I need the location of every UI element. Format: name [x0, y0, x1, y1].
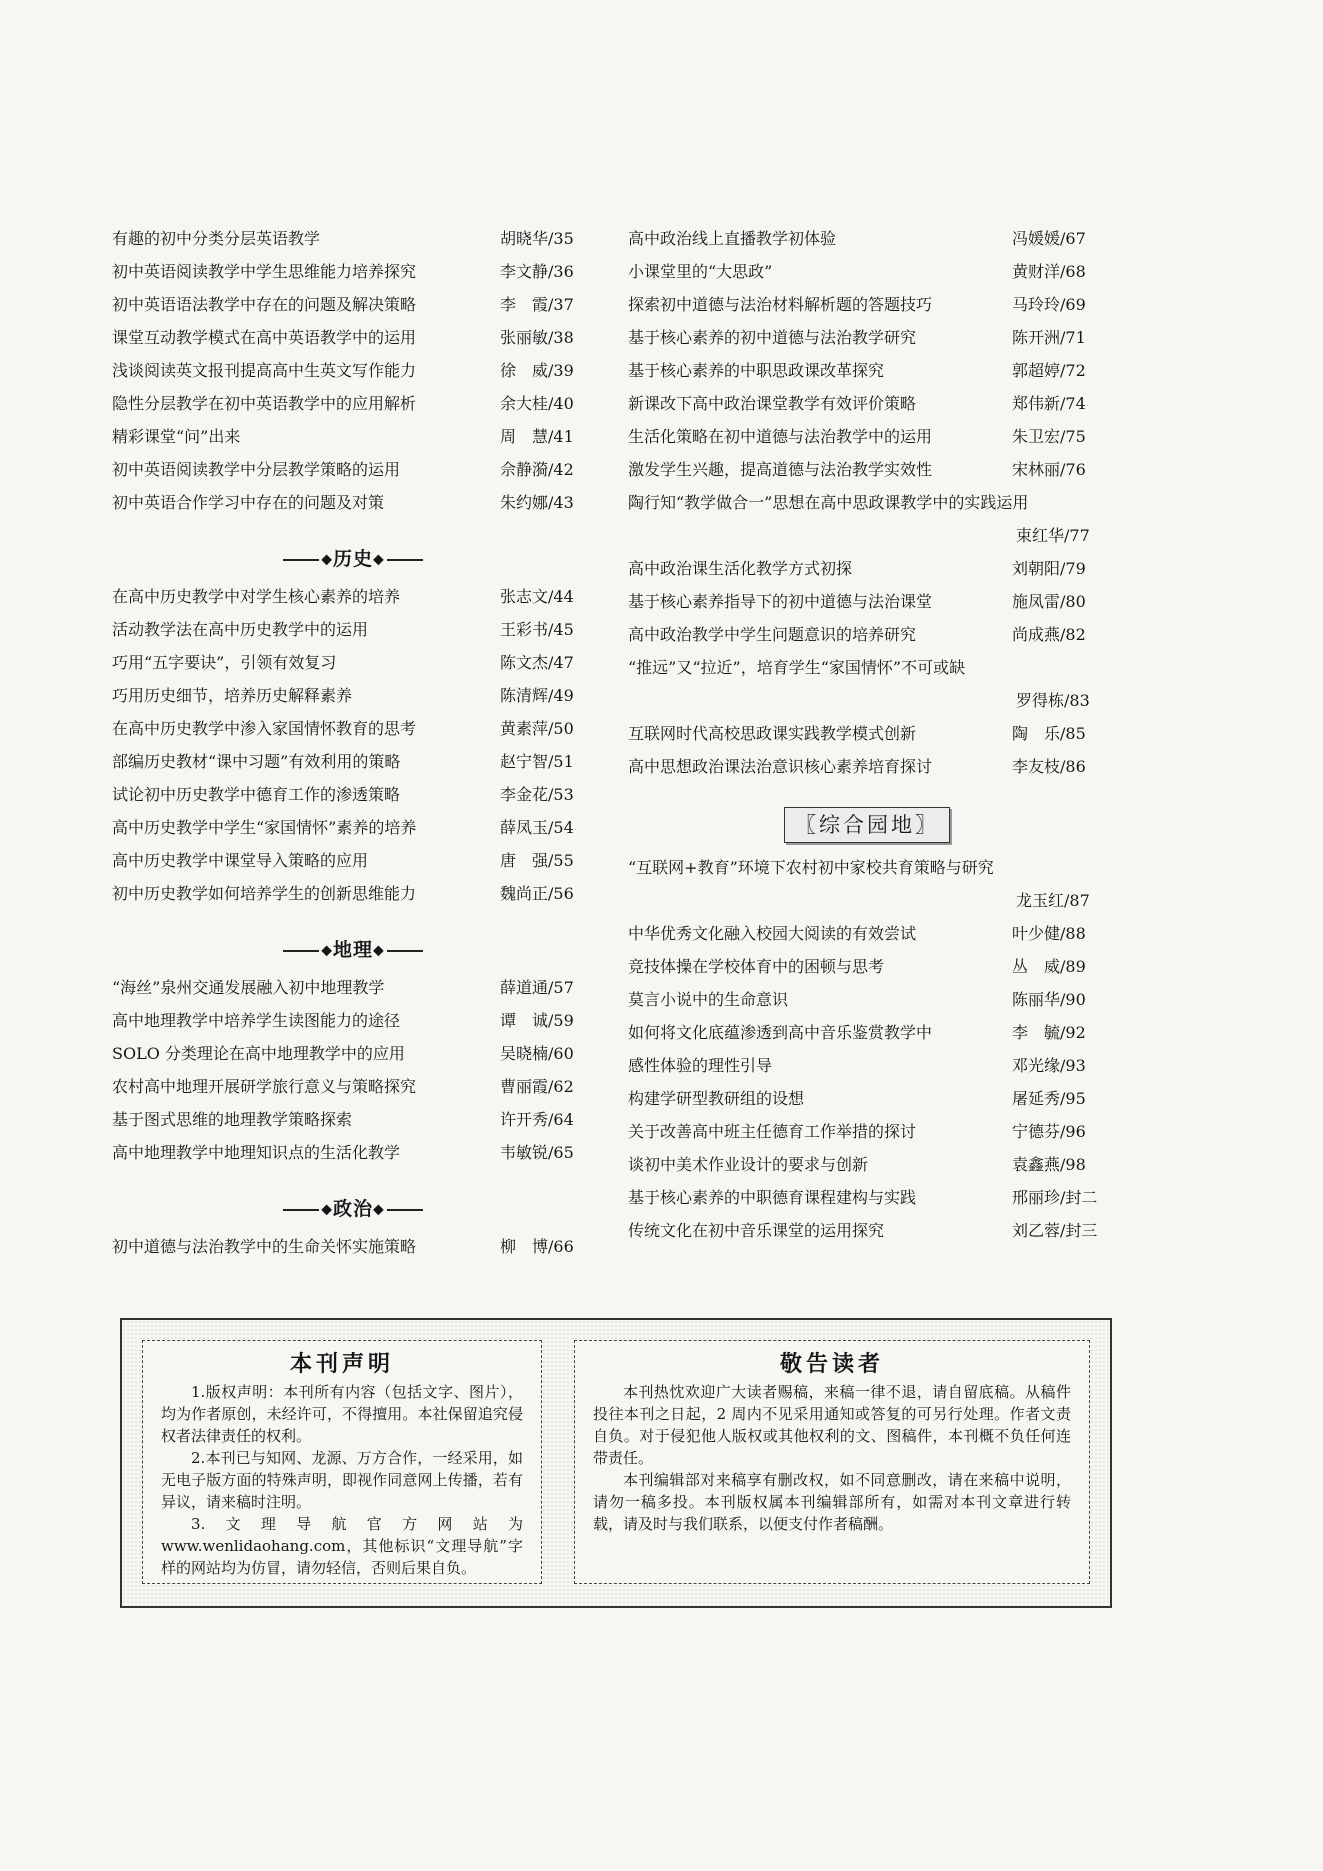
entry-title: 高中政治教学中学生问题意识的培养研究	[628, 625, 917, 644]
toc-entry	[628, 1016, 1106, 1049]
diamond-icon: ◆	[321, 942, 333, 959]
entry-author-page: 朱约娜/43	[500, 493, 574, 512]
toc-entry	[628, 453, 1106, 486]
entry-title: 初中道德与法治教学中的生命关怀实施策略	[112, 1237, 417, 1256]
toc-entry	[628, 1082, 1106, 1115]
statement-paragraph: 3.文理导航官方网站为 www.wenlidaohang.com，其他标识“文理导航”字样的网站均为仿冒，请勿轻信，否则后果自负。	[161, 1515, 523, 1577]
entry-title: 高中政治课生活化教学方式初探	[628, 559, 853, 578]
entry-title: 互联网时代高校思政课实践教学模式创新	[628, 724, 917, 743]
toc-entry	[628, 717, 1106, 750]
journal-statement-title: 本刊声明	[289, 1351, 394, 1377]
entry-author-page: 张丽敏/38	[500, 328, 574, 347]
entry-author-page: 陈开洲/71	[1012, 328, 1086, 347]
entry-title: 感性体验的理性引导	[628, 1056, 773, 1075]
entry-title: 构建学研型教研组的设想	[628, 1089, 805, 1108]
statement-paragraph: 2.本刊已与知网、龙源、万方合作，一经采用，如无电子版方面的特殊声明，即视作同意网上传播，若有异议，请来稿时注明。	[161, 1449, 523, 1511]
toc-entry	[628, 222, 1106, 255]
toc-entry	[112, 613, 594, 646]
toc-entry	[628, 354, 1106, 387]
toc-entry	[112, 646, 594, 679]
entry-author-page: 李 霞/37	[500, 295, 574, 314]
entry-author-page: 李金花/53	[500, 785, 574, 804]
toc-entry	[628, 1181, 1106, 1214]
entry-author-page: 屠延秀/95	[1012, 1089, 1086, 1108]
toc-entry	[112, 778, 594, 811]
toc-entry	[112, 387, 594, 420]
toc-entry	[112, 877, 594, 910]
entry-title: 初中英语阅读教学中学生思维能力培养探究	[112, 262, 417, 281]
toc-entry	[112, 679, 594, 712]
entry-author-page: 魏尚正/56	[500, 884, 574, 903]
journal-statement-box	[142, 1340, 542, 1584]
entry-title: 浅谈阅读英文报刊提高高中生英文写作能力	[112, 361, 417, 380]
entry-author-page: 柳 博/66	[500, 1237, 574, 1256]
entry-author-page: 束红华/77	[1016, 526, 1090, 545]
entry-author-page: 李文静/36	[500, 262, 574, 281]
notice-frame	[120, 1318, 1112, 1608]
entry-author-page: 刘乙蓉/封三	[1012, 1221, 1098, 1240]
entry-title: 竞技体操在学校体育中的困顿与思考	[628, 957, 885, 976]
toc-left-column	[112, 222, 594, 1263]
politics-continued-list	[628, 222, 1106, 486]
entry-author-page: 李友枝/86	[1012, 757, 1086, 776]
entry-title: 高中历史教学中学生“家国情怀”素养的培养	[112, 818, 417, 837]
diamond-icon: ◆	[373, 1201, 385, 1218]
entry-title: 精彩课堂“问”出来	[112, 427, 241, 446]
entry-title: 莫言小说中的生命意识	[628, 990, 789, 1009]
toc-entry	[628, 387, 1106, 420]
toc-entry	[112, 580, 594, 613]
entry-author-page: 施凤雷/80	[1012, 592, 1086, 611]
politics-continued-list-2	[628, 552, 1106, 651]
entry-title: 巧用“五字要诀”，引领有效复习	[112, 653, 337, 672]
entry-title: 初中历史教学如何培养学生的创新思维能力	[112, 884, 417, 903]
entry-title: 生活化策略在初中道德与法治教学中的运用	[628, 427, 933, 446]
entry-author-page: 邢丽珍/封二	[1012, 1188, 1098, 1207]
toc-entry	[112, 1037, 594, 1070]
toc-entry	[112, 712, 594, 745]
entry-title: 隐性分层教学在初中英语教学中的应用解析	[112, 394, 417, 413]
toc-entry	[112, 1004, 594, 1037]
entry-title: 在高中历史教学中对学生核心素养的培养	[112, 587, 401, 606]
entry-author-page: 刘朝阳/79	[1012, 559, 1086, 578]
toc-entry	[112, 255, 594, 288]
entry-title: 初中英语合作学习中存在的问题及对策	[112, 493, 385, 512]
toc-entry	[112, 486, 594, 519]
entry-author-page: 王彩书/45	[500, 620, 574, 639]
toc-entry	[628, 1214, 1106, 1247]
entry-author-page: 龙玉红/87	[1016, 891, 1090, 910]
entry-author-page: 薛道通/57	[500, 978, 574, 997]
toc-entry	[628, 917, 1106, 950]
entry-title: 高中历史教学中课堂导入策略的应用	[112, 851, 369, 870]
geography-section-list	[112, 971, 594, 1169]
toc-entry	[112, 1230, 594, 1263]
toc-right-column	[628, 222, 1106, 1247]
entry-title: 陶行知“教学做合一”思想在高中思政课教学中的实践运用	[628, 493, 1029, 512]
entry-author-page: 叶少健/88	[1012, 924, 1086, 943]
toc-entry	[112, 844, 594, 877]
entry-author-page: 黄财洋/68	[1012, 262, 1086, 281]
notice-paragraph: 本刊热忱欢迎广大读者赐稿，来稿一律不退，请自留底稿。从稿件投往本刊之日起，2 周内不见采用通知或答复的可另行处理。作者文责自负。对于侵犯他人版权或其他权利的文、图稿件，本刊概不负任何连带责任。	[593, 1383, 1071, 1467]
entry-author-page: 李 毓/92	[1012, 1023, 1086, 1042]
entry-title: 传统文化在初中音乐课堂的运用探究	[628, 1221, 885, 1240]
entry-title: 课堂互动教学模式在高中英语教学中的运用	[112, 328, 417, 347]
entry-title: 在高中历史教学中渗入家国情怀教育的思考	[112, 719, 417, 738]
entry-title: 高中思想政治课法治意识核心素养培育探讨	[628, 757, 933, 776]
toc-entry	[112, 354, 594, 387]
toc-entry	[628, 1049, 1106, 1082]
entry-title: “推远”又“拉近”，培育学生“家国情怀”不可或缺	[628, 658, 966, 677]
entry-author-page: 陈清辉/49	[500, 686, 574, 705]
entry-author-page: 唐 强/55	[500, 851, 574, 870]
entry-author-page: 尚成燕/82	[1012, 625, 1086, 644]
reader-notice-title: 敬告读者	[779, 1351, 884, 1377]
entry-author-page: 朱卫宏/75	[1012, 427, 1086, 446]
toc-entry	[628, 1115, 1106, 1148]
entry-author-page: 陶 乐/85	[1012, 724, 1086, 743]
entry-title: “海丝”泉州交通发展融入初中地理教学	[112, 978, 385, 997]
politics-continued-list-3	[628, 717, 1106, 783]
entry-author-page: 马玲玲/69	[1012, 295, 1086, 314]
toc-entry	[628, 288, 1106, 321]
entry-author-page: 郭超婷/72	[1012, 361, 1086, 380]
diamond-icon: ◆	[321, 1201, 333, 1218]
entry-title: 基于核心素养的中职思政课改革探究	[628, 361, 885, 380]
toc-entry	[112, 1136, 594, 1169]
entry-author-page: 宁德芬/96	[1012, 1122, 1086, 1141]
entry-title: 巧用历史细节，培养历史解释素养	[112, 686, 353, 705]
entry-title: 有趣的初中分类分层英语教学	[112, 229, 321, 248]
entry-author-page: 冯媛媛/67	[1012, 229, 1086, 248]
entry-title: 基于核心素养指导下的初中道德与法治课堂	[628, 592, 933, 611]
entry-title: 试论初中历史教学中德育工作的渗透策略	[112, 785, 401, 804]
entry-title: 农村高中地理开展研学旅行意义与策略探究	[112, 1077, 417, 1096]
reader-notice-box	[574, 1340, 1090, 1584]
toc-entry	[112, 321, 594, 354]
toc-entry	[628, 851, 1106, 917]
section-heading-comprehensive: 〖综合园地〗	[628, 807, 1106, 845]
entry-title: 活动教学法在高中历史教学中的运用	[112, 620, 369, 639]
toc-entry	[112, 288, 594, 321]
section-heading-history: ◆历史◆	[112, 543, 594, 576]
section-heading-geography: ◆地理◆	[112, 934, 594, 967]
entry-author-page: 周 慧/41	[500, 427, 574, 446]
toc-entry	[628, 618, 1106, 651]
toc-entry	[112, 745, 594, 778]
diamond-icon: ◆	[373, 551, 385, 568]
notice-paragraph: 本刊编辑部对来稿享有删改权，如不同意删改，请在来稿中说明，请勿一稿多投。本刊版权属本刊编辑部所有，如需对本刊文章进行转载，请及时与我们联系，以便支付作者稿酬。	[593, 1471, 1071, 1533]
politics-section-list	[112, 1230, 594, 1263]
history-section-list	[112, 580, 594, 910]
toc-entry	[628, 750, 1106, 783]
section-heading-politics: ◆政治◆	[112, 1193, 594, 1226]
entry-author-page: 吴晓楠/60	[500, 1044, 574, 1063]
toc-entry	[112, 1103, 594, 1136]
entry-author-page: 邓光缘/93	[1012, 1056, 1086, 1075]
entry-author-page: 陈丽华/90	[1012, 990, 1086, 1009]
toc-entry	[112, 420, 594, 453]
toc-entry	[628, 585, 1106, 618]
entry-title: 中华优秀文化融入校园大阅读的有效尝试	[628, 924, 917, 943]
entry-author-page: 袁鑫燕/98	[1012, 1155, 1086, 1174]
toc-entry	[628, 651, 1106, 717]
entry-author-page: 谭 诚/59	[500, 1011, 574, 1030]
toc-entry	[628, 950, 1106, 983]
toc-entry	[628, 486, 1106, 552]
toc-entry	[628, 321, 1106, 354]
entry-title: “互联网+教育”环境下农村初中家校共育策略与研究	[628, 858, 994, 877]
entry-author-page: 赵宁智/51	[500, 752, 574, 771]
english-section-list	[112, 222, 594, 519]
toc-entry	[628, 983, 1106, 1016]
entry-title: 高中地理教学中培养学生读图能力的途径	[112, 1011, 401, 1030]
entry-author-page: 黄素萍/50	[500, 719, 574, 738]
entry-title: 激发学生兴趣，提高道德与法治教学实效性	[628, 460, 933, 479]
entry-title: SOLO 分类理论在高中地理教学中的应用	[112, 1044, 405, 1063]
toc-entry	[628, 420, 1106, 453]
entry-title: 部编历史教材“课中习题”有效利用的策略	[112, 752, 401, 771]
entry-author-page: 张志文/44	[500, 587, 574, 606]
entry-author-page: 罗得栋/83	[1016, 691, 1090, 710]
entry-title: 初中英语阅读教学中分层教学策略的运用	[112, 460, 401, 479]
entry-author-page: 宋林丽/76	[1012, 460, 1086, 479]
entry-title: 基于图式思维的地理教学策略探索	[112, 1110, 353, 1129]
statement-paragraph: 1.版权声明：本刊所有内容（包括文字、图片），均为作者原创，未经许可，不得擅用。本社保留追究侵权者法律责任的权利。	[161, 1383, 523, 1445]
toc-entry	[112, 971, 594, 1004]
entry-title: 基于核心素养的初中道德与法治教学研究	[628, 328, 917, 347]
entry-title: 高中政治线上直播教学初体验	[628, 229, 837, 248]
toc-entry	[112, 453, 594, 486]
toc-entry	[112, 811, 594, 844]
entry-author-page: 郑伟新/74	[1012, 394, 1086, 413]
entry-author-page: 胡晓华/35	[500, 229, 574, 248]
toc-entry	[112, 1070, 594, 1103]
diamond-icon: ◆	[373, 942, 385, 959]
entry-author-page: 徐 威/39	[500, 361, 574, 380]
entry-author-page: 丛 威/89	[1012, 957, 1086, 976]
entry-author-page: 曹丽霞/62	[500, 1077, 574, 1096]
entry-author-page: 薛凤玉/54	[500, 818, 574, 837]
entry-author-page: 韦敏锐/65	[500, 1143, 574, 1162]
entry-title: 探索初中道德与法治材料解析题的答题技巧	[628, 295, 933, 314]
entry-title: 基于核心素养的中职德育课程建构与实践	[628, 1188, 917, 1207]
entry-author-page: 余大桂/40	[500, 394, 574, 413]
toc-entry	[112, 222, 594, 255]
entry-author-page: 许开秀/64	[500, 1110, 574, 1129]
comprehensive-section-list	[628, 917, 1106, 1247]
toc-entry	[628, 255, 1106, 288]
diamond-icon: ◆	[321, 551, 333, 568]
toc-entry	[628, 1148, 1106, 1181]
entry-title: 关于改善高中班主任德育工作举措的探讨	[628, 1122, 917, 1141]
entry-title: 初中英语语法教学中存在的问题及解决策略	[112, 295, 417, 314]
entry-title: 小课堂里的“大思政”	[628, 262, 773, 281]
entry-title: 谈初中美术作业设计的要求与创新	[628, 1155, 869, 1174]
entry-title: 高中地理教学中地理知识点的生活化教学	[112, 1143, 401, 1162]
entry-author-page: 陈文杰/47	[500, 653, 574, 672]
entry-title: 如何将文化底蕴渗透到高中音乐鉴赏教学中	[628, 1023, 933, 1042]
toc-entry	[628, 552, 1106, 585]
entry-author-page: 佘静漪/42	[500, 460, 574, 479]
entry-title: 新课改下高中政治课堂教学有效评价策略	[628, 394, 917, 413]
